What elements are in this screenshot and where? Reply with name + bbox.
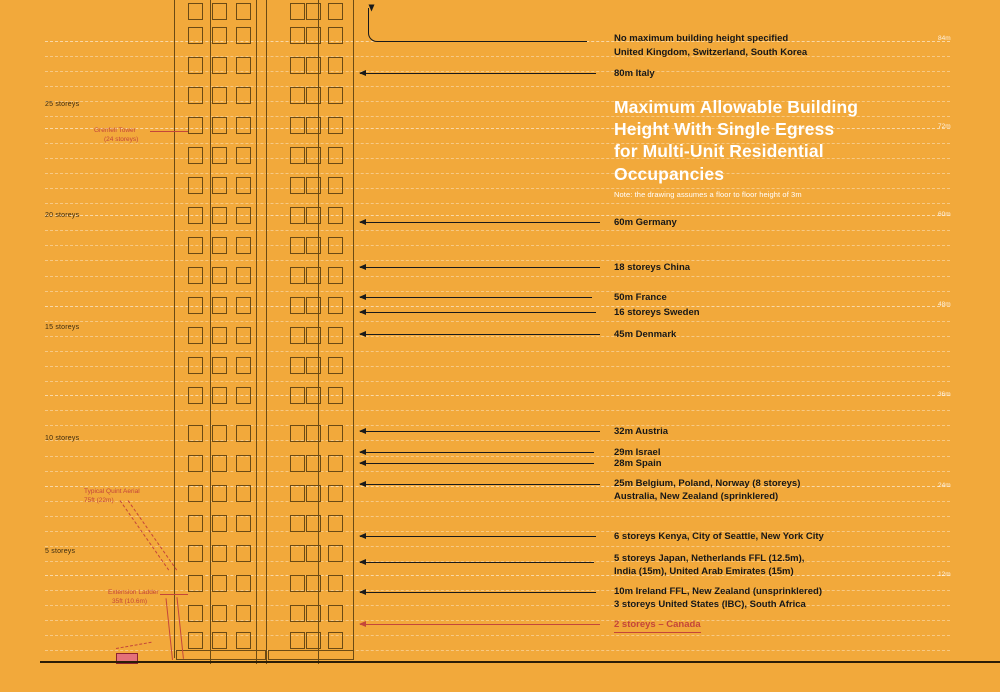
row-sublabel-no-max: United Kingdom, Switzerland, South Korea	[614, 47, 808, 58]
arrow-head	[359, 309, 366, 315]
axis-tick-48m: 48m	[938, 301, 951, 308]
arrow-line	[360, 312, 596, 313]
row-label-japan: 5 storeys Japan, Netherlands FFL (12.5m),	[614, 553, 805, 564]
storey-tick-5: 5 storeys	[45, 548, 76, 555]
arrow-head	[359, 460, 366, 466]
axis-tick-24m: 24m	[938, 482, 951, 489]
ladder-label-line2: 35ft (10.6m)	[112, 598, 148, 605]
arrow-line	[360, 536, 596, 537]
row-label-canada: 2 storeys – Canada	[614, 618, 701, 633]
axis-tick-36m: 36m	[938, 391, 951, 398]
arrow-line	[360, 73, 596, 74]
row-label-italy: 80m Italy	[614, 68, 655, 79]
arrow-head	[359, 219, 366, 225]
arrow-no-max	[368, 8, 587, 42]
arrow-line	[360, 297, 592, 298]
arrow-line	[360, 463, 594, 464]
arrow-line	[360, 267, 600, 268]
row-label-belgium: 25m Belgium, Poland, Norway (8 storeys)	[614, 478, 801, 489]
row-label-france: 50m France	[614, 292, 667, 303]
ladder-label-line1: Extension Ladder	[108, 589, 159, 596]
arrow-line	[360, 484, 600, 485]
arrow-head	[359, 70, 366, 76]
row-label-ireland: 10m Ireland FFL, New Zealand (unsprinklered)	[614, 586, 822, 597]
title-line-2: Height With Single Egress	[614, 119, 835, 140]
aerial-label-line2: 75ft (22m)	[84, 497, 114, 504]
arrow-head	[359, 264, 366, 270]
storey-tick-20: 20 storeys	[45, 212, 80, 219]
arrow-head	[359, 331, 366, 337]
title-line-3: for Multi-Unit Residential	[614, 141, 824, 162]
grenfell-label-line2: (24 storeys)	[104, 136, 139, 143]
arrow-line	[360, 431, 600, 432]
arrow-head	[359, 621, 366, 627]
arrow-line	[360, 452, 594, 453]
axis-tick-72m: 72m	[938, 123, 951, 130]
arrow-line	[360, 562, 594, 563]
row-sublabel-japan: India (15m), United Arab Emirates (15m)	[614, 566, 794, 577]
arrow-head	[359, 428, 366, 434]
row-label-spain: 28m Spain	[614, 458, 662, 469]
axis-tick-60m: 60m	[938, 211, 951, 218]
arrow-head	[359, 533, 366, 539]
row-label-kenya: 6 storeys Kenya, City of Seattle, New York City	[614, 531, 824, 542]
title-block	[614, 96, 944, 199]
row-sublabel-belgium: Australia, New Zealand (sprinklered)	[614, 491, 779, 502]
arrow-head-no-max	[369, 5, 375, 12]
storey-tick-10: 10 storeys	[45, 435, 80, 442]
storey-tick-15: 15 storeys	[45, 324, 80, 331]
row-label-china: 18 storeys China	[614, 262, 691, 273]
aerial-label-line1: Typical Quint Aerial	[84, 488, 140, 495]
arrow-line	[360, 624, 600, 625]
arrow-head	[359, 559, 366, 565]
row-label-denmark: 45m Denmark	[614, 329, 677, 340]
arrow-head	[359, 449, 366, 455]
row-label-no-max: No maximum building height specified	[614, 33, 789, 44]
row-label-sweden: 16 storeys Sweden	[614, 307, 700, 318]
arrow-line	[360, 222, 600, 223]
axis-tick-84m: 84m	[938, 35, 951, 42]
title-line-4: Occupancies	[614, 163, 725, 184]
title-line-1: Maximum Allowable Building	[614, 97, 859, 117]
axis-tick-12m: 12m	[938, 571, 951, 578]
row-label-germany: 60m Germany	[614, 217, 677, 228]
storey-tick-25: 25 storeys	[45, 101, 80, 108]
arrow-head	[359, 589, 366, 595]
grenfell-label-line1: Grenfell Tower	[94, 127, 136, 134]
arrow-line	[360, 334, 600, 335]
row-sublabel-ireland: 3 storeys United States (IBC), South Africa	[614, 599, 806, 610]
arrow-head	[359, 294, 366, 300]
bottom-band	[0, 664, 1000, 692]
arrow-line	[360, 592, 596, 593]
title-note: Note: the drawing assumes a floor to floor height of 3m	[614, 189, 802, 199]
arrow-head	[359, 481, 366, 487]
row-label-austria: 32m Austria	[614, 426, 669, 437]
row-label-israel: 29m Israel	[614, 447, 661, 458]
